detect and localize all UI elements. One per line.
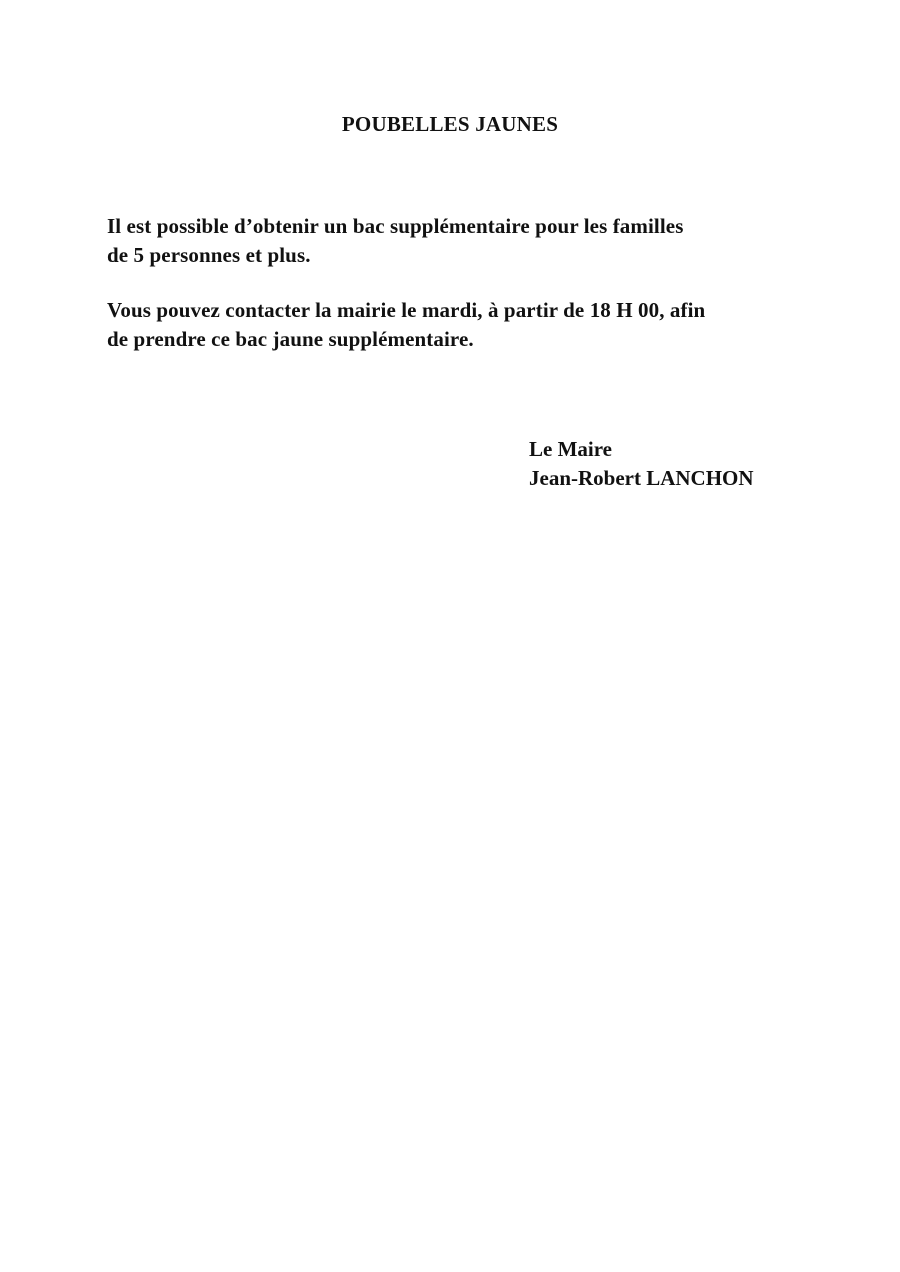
paragraph-line: de 5 personnes et plus. [107,243,311,267]
paragraph-contact-mairie [107,296,827,354]
paragraph-line: Il est possible d’obtenir un bac supplémentaire pour les familles [107,214,684,238]
signature-role: Le Maire [529,437,612,461]
signature-block [529,435,754,493]
document-title: POUBELLES JAUNES [341,112,559,136]
paragraph-line: Vous pouvez contacter la mairie le mardi, à partir de 18 H 00, afin [107,298,706,322]
paragraph-line: de prendre ce bac jaune supplémentaire. [107,327,474,351]
paragraph-supplementary-bin [107,212,827,270]
signature-name: Jean-Robert LANCHON [529,466,754,490]
